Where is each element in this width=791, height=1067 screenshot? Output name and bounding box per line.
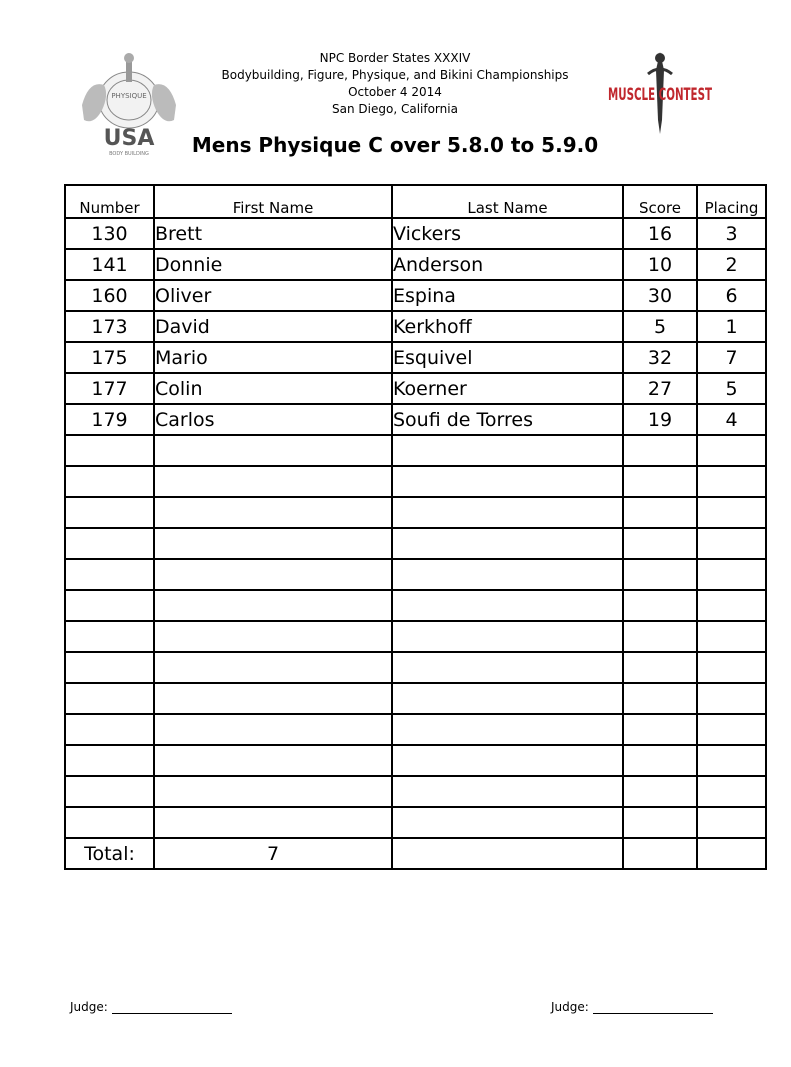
- table-header-row: [65, 185, 766, 218]
- cell-number: [65, 528, 154, 559]
- cell-first-name: [154, 590, 392, 621]
- cell-last-name: [392, 745, 623, 776]
- table-row: [65, 497, 766, 528]
- cell-last-name: [392, 807, 623, 838]
- cell-placing: [697, 652, 766, 683]
- cell-number: 141: [65, 249, 154, 280]
- cell-last-name: Esquivel: [392, 342, 623, 373]
- cell-placing: [697, 528, 766, 559]
- cell-first-name: David: [154, 311, 392, 342]
- cell-number: 177: [65, 373, 154, 404]
- cell-placing: [697, 559, 766, 590]
- division-title: Mens Physique C over 5.8.0 to 5.9.0: [191, 133, 599, 157]
- cell-first-name: [154, 435, 392, 466]
- table-row: [65, 745, 766, 776]
- cell-first-name: [154, 652, 392, 683]
- judge-line-right[interactable]: [593, 1001, 713, 1014]
- cell-placing: 7: [697, 342, 766, 373]
- cell-placing: 6: [697, 280, 766, 311]
- cell-number: 173: [65, 311, 154, 342]
- cell-placing: [697, 745, 766, 776]
- header-placing: Placing: [697, 185, 766, 218]
- cell-first-name: [154, 807, 392, 838]
- judge-label-right: Judge:: [551, 1000, 589, 1014]
- table-row: [65, 652, 766, 683]
- cell-placing: [697, 435, 766, 466]
- table-row: [65, 683, 766, 714]
- table-row: [65, 528, 766, 559]
- cell-score: [623, 590, 697, 621]
- cell-first-name: Mario: [154, 342, 392, 373]
- cell-last-name: [392, 435, 623, 466]
- cell-first-name: Carlos: [154, 404, 392, 435]
- cell-first-name: Donnie: [154, 249, 392, 280]
- cell-score: [623, 435, 697, 466]
- cell-first-name: [154, 714, 392, 745]
- cell-score: 16: [623, 218, 697, 249]
- cell-score: [623, 807, 697, 838]
- table-row: [65, 342, 766, 373]
- cell-last-name: Espina: [392, 280, 623, 311]
- cell-last-name: [392, 559, 623, 590]
- header-last-name: Last Name: [392, 185, 623, 218]
- table-row: [65, 404, 766, 435]
- cell-number: [65, 745, 154, 776]
- cell-last-name: [392, 528, 623, 559]
- cell-first-name: Colin: [154, 373, 392, 404]
- cell-first-name: [154, 621, 392, 652]
- cell-last-name: Anderson: [392, 249, 623, 280]
- cell-first-name: Brett: [154, 218, 392, 249]
- judge-label-left: Judge:: [70, 1000, 108, 1014]
- cell-first-name: [154, 559, 392, 590]
- cell-placing: 5: [697, 373, 766, 404]
- event-subtitle: Bodybuilding, Figure, Physique, and Bikini Championships: [221, 68, 569, 82]
- cell-first-name: [154, 528, 392, 559]
- cell-placing: [697, 497, 766, 528]
- event-header: [160, 50, 630, 118]
- cell-number: 160: [65, 280, 154, 311]
- cell-last-name: [392, 590, 623, 621]
- cell-score: [623, 621, 697, 652]
- cell-score: 19: [623, 404, 697, 435]
- logo-muscle-contest-text: MUSCLE CONTEST: [608, 85, 713, 105]
- table-row: [65, 590, 766, 621]
- cell-number: 175: [65, 342, 154, 373]
- header-number: Number: [65, 185, 154, 218]
- cell-placing: 2: [697, 249, 766, 280]
- table-row: [65, 311, 766, 342]
- judge-signature-right: [551, 1000, 713, 1014]
- header-first-name: First Name: [154, 185, 392, 218]
- cell-placing: 3: [697, 218, 766, 249]
- cell-last-name: [392, 714, 623, 745]
- cell-score: [623, 528, 697, 559]
- table-row: [65, 466, 766, 497]
- cell-score: [623, 466, 697, 497]
- cell-number: [65, 683, 154, 714]
- table-row: [65, 435, 766, 466]
- cell-first-name: [154, 745, 392, 776]
- results-table: [64, 184, 767, 870]
- cell-placing: [697, 807, 766, 838]
- cell-last-name: [392, 621, 623, 652]
- cell-score: 30: [623, 280, 697, 311]
- cell-number: [65, 466, 154, 497]
- cell-placing: [697, 776, 766, 807]
- event-location: San Diego, California: [332, 102, 458, 116]
- cell-score: [623, 745, 697, 776]
- cell-last-name: [392, 776, 623, 807]
- cell-placing: 1: [697, 311, 766, 342]
- cell-score: [623, 497, 697, 528]
- table-row: [65, 807, 766, 838]
- header-score: Score: [623, 185, 697, 218]
- cell-last-name: Kerkhoff: [392, 311, 623, 342]
- cell-last-name: [392, 683, 623, 714]
- cell-score: [623, 683, 697, 714]
- cell-placing: [697, 714, 766, 745]
- cell-score: [623, 714, 697, 745]
- cell-first-name: [154, 497, 392, 528]
- table-row: [65, 249, 766, 280]
- cell-score: [623, 776, 697, 807]
- table-row: [65, 218, 766, 249]
- cell-first-name: [154, 466, 392, 497]
- cell-placing: [697, 466, 766, 497]
- judge-signature-left: [70, 1000, 232, 1014]
- cell-number: [65, 590, 154, 621]
- table-row: [65, 776, 766, 807]
- cell-number: 130: [65, 218, 154, 249]
- cell-number: [65, 807, 154, 838]
- cell-first-name: Oliver: [154, 280, 392, 311]
- event-date: October 4 2014: [348, 85, 442, 99]
- cell-score: 5: [623, 311, 697, 342]
- cell-last-name: [392, 497, 623, 528]
- cell-last-name: Koerner: [392, 373, 623, 404]
- table-row: [65, 714, 766, 745]
- cell-score: 32: [623, 342, 697, 373]
- logo-usa-text: USA: [103, 126, 155, 151]
- cell-number: [65, 776, 154, 807]
- table-row: [65, 559, 766, 590]
- cell-first-name: [154, 683, 392, 714]
- cell-number: [65, 652, 154, 683]
- table-row: [65, 373, 766, 404]
- cell-last-name: Vickers: [392, 218, 623, 249]
- cell-placing: 4: [697, 404, 766, 435]
- cell-placing: [697, 683, 766, 714]
- cell-number: [65, 714, 154, 745]
- total-value: 7: [154, 838, 392, 869]
- cell-placing: [697, 621, 766, 652]
- cell-score: 27: [623, 373, 697, 404]
- cell-number: 179: [65, 404, 154, 435]
- table-row: [65, 280, 766, 311]
- event-name: NPC Border States XXXIV: [319, 51, 471, 65]
- cell-first-name: [154, 776, 392, 807]
- cell-number: [65, 559, 154, 590]
- logo-physique-text: PHYSIQUE: [111, 92, 147, 100]
- total-label: Total:: [65, 838, 154, 869]
- cell-last-name: [392, 652, 623, 683]
- judge-line-left[interactable]: [112, 1001, 232, 1014]
- total-row: [65, 838, 766, 869]
- cell-score: 10: [623, 249, 697, 280]
- table-row: [65, 621, 766, 652]
- cell-last-name: Soufi de Torres: [392, 404, 623, 435]
- cell-placing: [697, 590, 766, 621]
- cell-number: [65, 435, 154, 466]
- cell-last-name: [392, 466, 623, 497]
- cell-number: [65, 497, 154, 528]
- svg-text:BODY BUILDING: BODY BUILDING: [109, 151, 149, 157]
- cell-number: [65, 621, 154, 652]
- cell-score: [623, 559, 697, 590]
- cell-score: [623, 652, 697, 683]
